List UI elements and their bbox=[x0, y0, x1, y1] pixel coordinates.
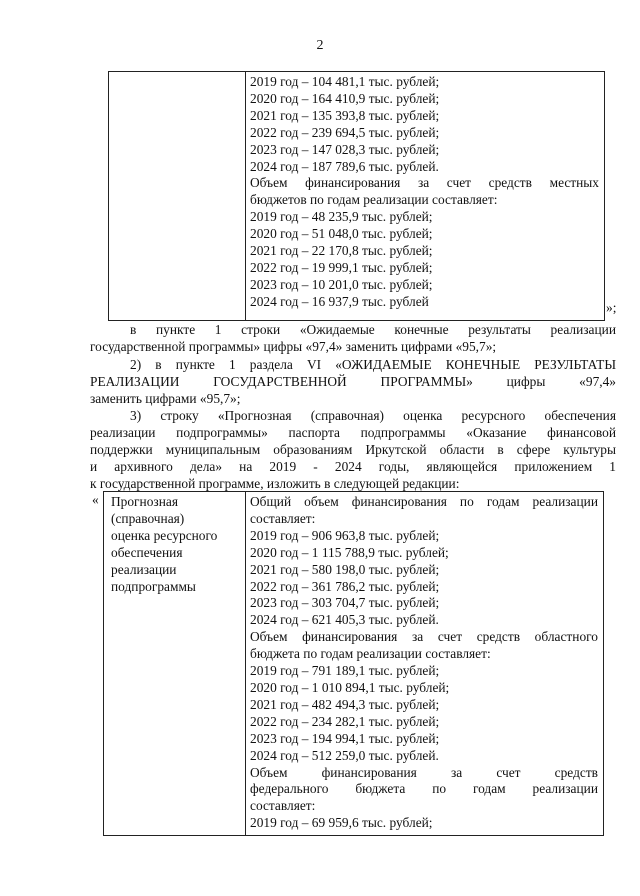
text-line: 2020 год – 164 410,9 тыс. рублей; bbox=[250, 90, 440, 106]
text-line: Общий объем финансирования по годам реализации bbox=[250, 494, 598, 509]
text-line: и архивного дела» на 2019 - 2024 годы, являющейся приложением 1 bbox=[90, 458, 616, 474]
funding-cell bbox=[250, 494, 598, 832]
text-line: 2023 год – 10 201,0 тыс. рублей; bbox=[250, 276, 433, 292]
text-line: 2021 год – 22 170,8 тыс. рублей; bbox=[250, 243, 433, 259]
text-line: 2022 год – 239 694,5 тыс. рублей; bbox=[250, 124, 440, 140]
text-line: Прогнозная bbox=[111, 494, 178, 509]
text-line: 2021 год – 482 494,3 тыс. рублей; bbox=[250, 696, 440, 712]
text-line: 2019 год – 48 235,9 тыс. рублей; bbox=[250, 209, 433, 225]
text-line: Объем финансирования за счет средств bbox=[250, 764, 598, 780]
text-line: подпрограммы bbox=[111, 578, 196, 594]
table-column-divider bbox=[245, 492, 246, 835]
text-line: 2019 год – 69 959,6 тыс. рублей; bbox=[250, 815, 433, 831]
text-line: поддержки муниципальным образованиям Иркутской области в сфере культуры bbox=[90, 441, 616, 457]
forecast-funding-table bbox=[103, 491, 604, 836]
text-line: бюджета по годам реализации составляет: bbox=[250, 646, 491, 662]
paragraph-2 bbox=[90, 357, 616, 408]
text-line: 2022 год – 234 282,1 тыс. рублей; bbox=[250, 713, 440, 729]
text-line: 2024 год – 187 789,6 тыс. рублей. bbox=[250, 158, 439, 174]
text-line: к государственной программе, изложить в следующей редакции: bbox=[90, 475, 460, 491]
funding-cell bbox=[250, 74, 599, 311]
text-line: 2023 год – 303 704,7 тыс. рублей; bbox=[250, 595, 440, 611]
text-line: РЕАЛИЗАЦИИ ГОСУДАРСТВЕННОЙ ПРОГРАММЫ» цифры «97,4» bbox=[90, 373, 616, 389]
text-line: бюджетов по годам реализации составляет: bbox=[250, 192, 498, 208]
closing-quote: »; bbox=[606, 300, 617, 315]
text-line: 2023 год – 147 028,3 тыс. рублей; bbox=[250, 141, 440, 157]
text-line: 2024 год – 621 405,3 тыс. рублей. bbox=[250, 612, 439, 628]
text-line: оценка ресурсного bbox=[111, 527, 218, 543]
text-line: 2019 год – 104 481,1 тыс. рублей; bbox=[250, 74, 440, 89]
text-line: 2021 год – 580 198,0 тыс. рублей; bbox=[250, 561, 440, 577]
text-line: обеспечения bbox=[111, 544, 183, 560]
text-line: реализации подпрограммы» паспорта подпрограммы «Оказание финансовой bbox=[90, 424, 616, 440]
text-line: 2020 год – 1 010 894,1 тыс. рублей; bbox=[250, 679, 450, 695]
text-line: 2024 год – 16 937,9 тыс. рублей bbox=[250, 293, 429, 309]
row-header-cell bbox=[111, 494, 241, 595]
text-line: (справочная) bbox=[111, 510, 185, 526]
text-line: 3) строку «Прогнозная (справочная) оценка ресурсного обеспечения bbox=[130, 408, 616, 423]
text-line: 2022 год – 361 786,2 тыс. рублей; bbox=[250, 578, 440, 594]
funding-table-continuation bbox=[108, 71, 605, 321]
text-line: 2019 год – 906 963,8 тыс. рублей; bbox=[250, 527, 440, 543]
text-line: Объем финансирования за счет средств областного bbox=[250, 629, 598, 645]
text-line: реализации bbox=[111, 561, 177, 577]
text-line: 2) в пункте 1 раздела VI «ОЖИДАЕМЫЕ КОНЕЧНЫЕ РЕЗУЛЬТАТЫ bbox=[130, 357, 616, 372]
text-line: 2021 год – 135 393,8 тыс. рублей; bbox=[250, 107, 440, 123]
page-number: 2 bbox=[316, 38, 324, 53]
text-line: в пункте 1 строки «Ожидаемые конечные результаты реализации bbox=[130, 322, 616, 337]
text-line: федерального бюджета по годам реализации bbox=[250, 781, 598, 797]
text-line: 2023 год – 194 994,1 тыс. рублей; bbox=[250, 730, 440, 746]
opening-quote: « bbox=[92, 492, 99, 507]
paragraph-1 bbox=[90, 322, 616, 356]
text-line: 2020 год – 51 048,0 тыс. рублей; bbox=[250, 226, 433, 242]
text-line: составляет: bbox=[250, 510, 316, 526]
text-line: заменить цифрами «95,7»; bbox=[90, 390, 241, 406]
text-line: Объем финансирования за счет средств местных bbox=[250, 175, 599, 191]
text-line: государственной программы» цифры «97,4» заменить цифрами «95,7»; bbox=[90, 338, 497, 354]
table-column-divider bbox=[245, 72, 246, 320]
text-line: 2024 год – 512 259,0 тыс. рублей. bbox=[250, 747, 439, 763]
text-line: 2022 год – 19 999,1 тыс. рублей; bbox=[250, 259, 433, 275]
text-line: составляет: bbox=[250, 798, 316, 814]
text-line: 2019 год – 791 189,1 тыс. рублей; bbox=[250, 663, 440, 679]
text-line: 2020 год – 1 115 788,9 тыс. рублей; bbox=[250, 544, 449, 560]
paragraph-3 bbox=[90, 408, 616, 493]
